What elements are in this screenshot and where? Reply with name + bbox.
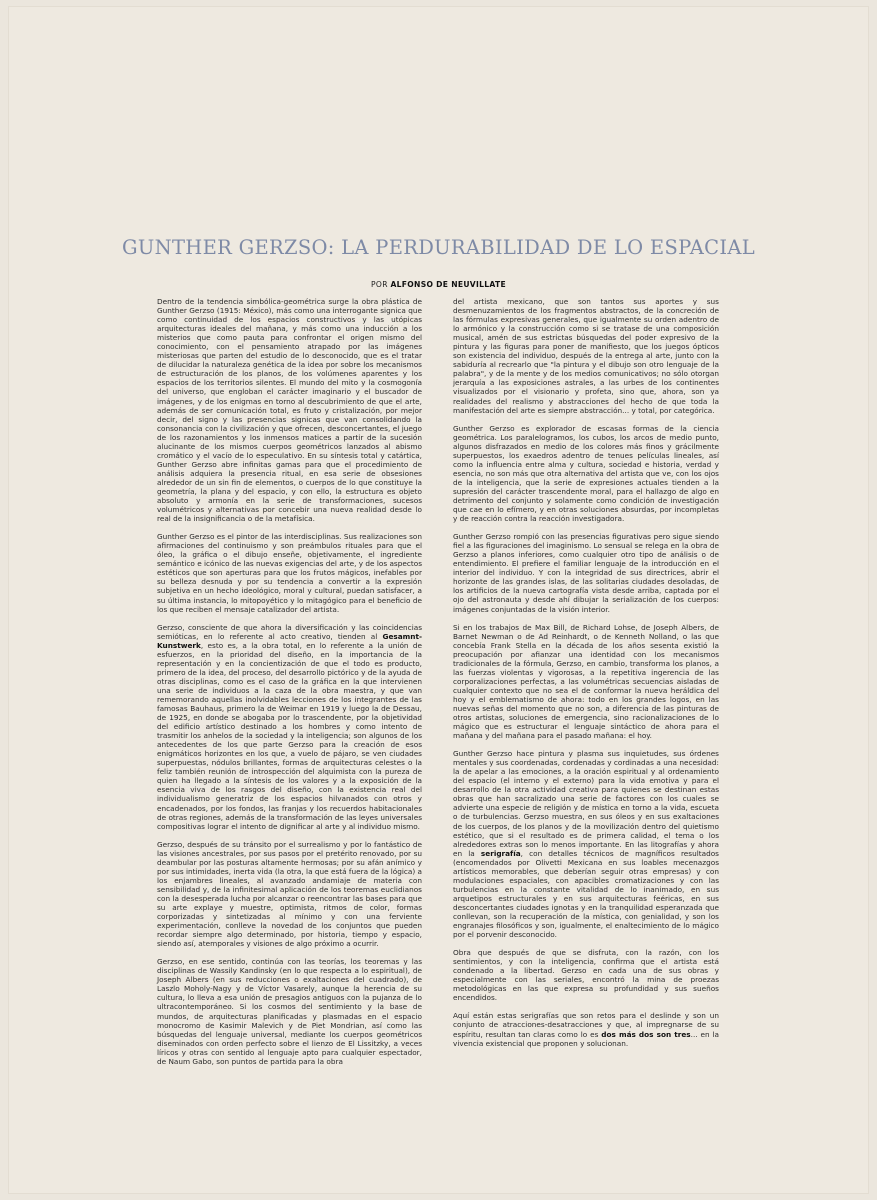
paper-sheet <box>8 6 869 1194</box>
paragraph: Gunther Gerzso hace pintura y plasma sus inquietudes, sus órdenes mentales y sus coordenadas, cordenadas y cordinadas a una necesidad: la de apelar a las emociones, a la oración espiritual y al ordenamiento del espacio (el interno y el externo) para la vida emotiva y para el desarrollo de la otra actividad creativa para quienes se destinan estas obras que han sacralizado una serie de factores con los cuales se advierte una especie de religión y de mística en torno a la vida, escueta o de turbulencias. Gerzso muestra, en sus óleos y en sus exaltaciones de los cuerpos, de los planos y de la movilización dentro del quietismo estético, que si el resultado es de primera calidad, el tema o los alrededores extras son lo menos importante. En las litografías y ahora en la serigrafía, con detalles técnicos de magníficos resultados (encomendados por Olivetti Mexicana en sus loables mecenazgos artísticos memorables, que deberían seguir otras empresas) y con modulaciones espaciales, con apacibles cromatizaciones y con las turbulencias en la constante vitalidad de lo inanimado, en sus arquetipos estructurales y en sus arquitecturas feéricas, en sus desconcertantes ciudades ignotas y en la tranquilidad esperanzada que conllevan, son la recuperación de la mística, con genialidad, y son los engranajes filosóficos y son, igualmente, el enaltecimiento de lo mágico por el porvenir desconocido. <box>453 749 719 940</box>
paragraph: Aquí están estas serigrafías que son retos para el deslinde y son un conjunto de atracciones-desatracciones y que, al impregnarse de su espíritu, resultan tan claras como lo es dos más dos son tres... en la vivencia existencial que proponen y solucionan. <box>453 1011 719 1048</box>
byline-prefix: POR <box>371 280 388 289</box>
byline <box>0 280 877 289</box>
paragraph: del artista mexicano, que son tantos sus aportes y sus desmenuzamientos de los fragmentos abstractos, de la concreción de las fórmulas expresivas generales, que igualmente su orden adentro de lo armónico y la construcción como si se tratase de una composición musical, amén de sus estrictas búsquedas del poder expresivo de la pintura y las figuras para poner de manifiesto, que los juegos ópticos son existencia del individuo, después de la entrega al arte, junto con la sabiduría al recrearlo que "la pintura y el dibujo son otro lenguaje de la palabra", y de la mente y de los medios comunicativos; no sólo otorgan jerarquía a las exposiciones astrales, a las urbes de los continentes visualizados por el visionario y profeta, sino que, ahora, son ya realidades del realismo y abstracciones del hecho de que toda la manifestación del arte es siempre abstracción... y total, por categórica. <box>453 297 719 415</box>
author-name: ALFONSO DE NEUVILLATE <box>390 280 506 289</box>
paragraph: Gunther Gerzso es explorador de escasas formas de la ciencia geométrica. Los paralelogramos, los cubos, los arcos de medio punto, algunos disfrazados en medio de los colores más finos y grácilmente superpuestos, los exaedros adentro de tenues películas lineales, así como la influencia entre alma y cultura, sociedad e historia, verdad y esencia, no son más que otra alternativa del artista que ve, con los ojos de la inteligencia, que la serie de expresiones actuales tienden a la supresión del carácter trascendente moral, para el hallazgo de algo en detrimento del conjunto y solamente como condición de investigación que cae en lo efímero, y en otras soluciones absurdas, por incompletas y de reacción contra la reacción investigadora. <box>453 423 719 524</box>
paragraph: Gerzso, consciente de que ahora la diversificación y las coincidencias semióticas, en lo referente al acto creativo, tienden al Gesamnt-Kunstwerk, esto es, a la obra total, en lo referente a la unión de esfuerzos, en la prioridad del diseño, en la importancia de la representación y en la concientización de que el todo es producto, primero de la idea, del proceso, del desarrollo pictórico y de la ayuda de otras disciplinas, como es el caso de la gráfica en la que intervienen una serie de individuos a la caza de la obra maestra, y que van rememorando aquellas inolvidables lecciones de los integrantes de las famosas Bauhaus, primero la de Weimar en 1919 y luego la de Dessau, de 1925, en donde se abogaba por lo trascendente, por la objetividad del edificio artístico destinado a los hombres y como intento de trasmitir los anhelos de la sociedad y la inteligencia; son algunos de los antecedentes de los que parte Gerzso para la creación de esos enigmáticos horizontes en los que, a vuelo de pájaro, se ven ciudades superpuestas, nódulos brillantes, formas de arquitecturas celestes o la feliz también reunión de introspección del alquimista con la pureza de quien ha llegado a la síntesis de los valores y a la exposición de la esencia viva de los rasgos del diseño, con la existencia real del individualismo generatriz de los espacios hilvanados con otros y encadenados, por los fondos, las franjas y los recuerdos habitacionales de otras regiones, además de la transformación de las leyes universales compositivas lograr el intento de dignificar al arte y al individuo mismo. <box>157 622 422 831</box>
right-text-column <box>453 297 719 1057</box>
article-title: GUNTHER GERZSO: LA PERDURABILIDAD DE LO ESPACIAL <box>122 236 755 259</box>
paragraph: Gunther Gerzso es el pintor de las interdisciplinas. Sus realizaciones son afirmaciones del continuismo y son preámbulos rituales para que el óleo, la gráfica o el dibujo enseñe, objetivamente, el ingrediente semántico e icónico de las nuevas exigencias del arte, y de los aspectos estéticos que son aperturas para que los frutos mágicos, inefables por su belleza desnuda y por su tendencia a convertir a la expresión subjetiva en un hecho ideológico, moral y cultural, puedan satisfacer, a su última instancia, lo mitopoyético y lo mitagógico para el beneficio de los que reciben el mensaje catalizador del artista. <box>157 532 422 614</box>
paragraph: Gerzso, después de su tránsito por el surrealismo y por lo fantástico de las visiones ancestrales, por sus pasos por el pretérito renovado, por su deambular por las posturas altamente hermosas; por su afán anímico y por sus intimidades, inerta vida (la otra, la que está fuera de la lógica) a los enjambres lineales, al avanzado andamiaje de materia con sensibilidad y, de la infinitesimal aplicación de los teoremas euclidianos con la desesperada lucha por alcanzar o reencontrar las bases para que su arte explaye y muestre, optimista, ritmos de color, formas corporizadas y sintetizadas al mínimo y con una ferviente experimentación, conlleve la novedad de los conjuntos que pueden recordar siempre algo determinado, por historia, tiempo y espacio, siendo así, atemporales y visiones de algo próximo a ocurrir. <box>157 839 422 949</box>
bold-term: serigrafía <box>480 848 521 858</box>
paragraph: Si en los trabajos de Max Bill, de Richard Lohse, de Joseph Albers, de Barnet Newman o de Ad Reinhardt, o de Kenneth Nolland, o las que concebía Frank Stella en la década de los años sesenta existió la preocupación por afianzar una identidad con los mecanismos tradicionales de la fórmula, Gerzso, en cambio, transforma los planos, a las fuerzas violentas y vigorosas, a la repetitiva ingerencia de las corporalizaciones perfectas, a las volumétricas secuencias aisladas de cualquier contexto que no sea el de conformar la nueva heráldica del hoy y el emblematismo de ahora: todo en los grandes logos, en las nuevas señas del momento que no son, a diferencia de las pinturas de otros artistas, soluciones de emergencia, sino racionalizaciones de lo mágico que es estructurar el lenguaje sintáctico de ahora para el mañana y del mañana para el pasado mañana: el hoy. <box>453 622 719 741</box>
paragraph: Gerzso, en ese sentido, continúa con las teorías, los teoremas y las disciplinas de Wassily Kandinsky (en lo que respecta a lo espiritual), de Joseph Albers (en sus reducciones o exaltaciones del cuadrado), de Laszlo Moholy-Nagy y de Víctor Vasarely, aunque la herencia de su cultura, lo lleva a esa unión de presagios antiguos con la pujanza de lo ultracontemporáneo. Si los cosmos del sentimiento y la base de mundos, de arquitecturas planificadas y plasmadas en el espacio monocromo de Kasimir Malevich y de Piet Mondrian, así como las búsquedas del lenguaje universal, mediante los cuerpos geométricos diseminados con orden perfecto sobre el lienzo de El Lissitzky, a veces líricos y otras con sentido al lenguaje apto para cualquier espectador, de Naum Gabo, son puntos de partida para la obra <box>157 957 422 1066</box>
paragraph: Obra que después de que se disfruta, con la razón, con los sentimientos, y con la inteligencia, confirma que el artista está condenado a la libertad. Gerzso en cada una de sus obras y especialmente con las seriales, encontró la mina de proezas metodológicas en las que expresa su profundidad y sus sueños encendidos. <box>453 948 719 1003</box>
paragraph: Dentro de la tendencia simbólica-geométrica surge la obra plástica de Gunther Gerzso (1915: México), más como una interrogante signica que como continuidad de los espacios constructivos y las utópicas arquitecturas ideales del mañana, y más como una inducción a los misterios que como pauta para confrontar el origen mismo del conocimiento, con el pensamiento atrapado por las imágenes misteriosas que parten del estudio de lo desconocido, que es el tratar de dilucidar la naturaleza genética de la idea por sobre los mecanismos de estructuración de los planos, de los volúmenes aparentes y los espacios de los territorios silentes. El mundo del mito y la cosmogonía del universo, que engloban el carácter imaginario y el buscador de imágenes, y de los enigmas en torno al descubrimiento de que el arte, además de ser comunicación total, es fruto y cristalización, por mejor decir, del signo y las presencias signicas que van consolidando la consonancia con la civilización y que ofrecen, desconcertantes, el juego de los razonamientos y los inmensos matices a partir de la sucesión alucinante de los mismos cuerpos geométricos lanzados al abismo cromático y el vacío de lo especulativo. En su síntesis total y catártica, Gunther Gerzso abre infinitas gamas para que el procedimiento de análisis adquiera la presencia ritual, en esa serie de obsesiones alrededor de un sin fin de elementos, o cuerpos de lo que constituye la geometría, la plana y del espacio, y con ello, la estructura es objeto absoluto y armonía en la serie de transformaciones, sucesos volumétricos y alternativas por concebir una nueva realidad desde lo real de la insignificancia o de la metafísica. <box>157 297 422 524</box>
bold-term: dos más dos son tres <box>601 1029 691 1039</box>
left-text-column <box>157 297 422 1075</box>
paragraph: Gunther Gerzso rompió con las presencias figurativas pero sigue siendo fiel a las figuraciones del imaginismo. Lo sensual se relega en la obra de Gerzso a planos inferiores, como cualquier otro tipo de análisis o de entendimiento. El prefiere el familiar lenguaje de la introducción en el interior del individuo. Y con la integridad de sus directrices, abrir el horizonte de las grandes islas, de las solitarias ciudades desoladas, de los artificios de la nueva cartografía vista desde arriba, captada por el ojo del astronauta y desde ahí dibujar la serialización de los cuerpos: imágenes conjuntadas de la visión interior. <box>453 532 719 614</box>
bold-term: Gesamnt-Kunstwerk <box>157 631 422 650</box>
